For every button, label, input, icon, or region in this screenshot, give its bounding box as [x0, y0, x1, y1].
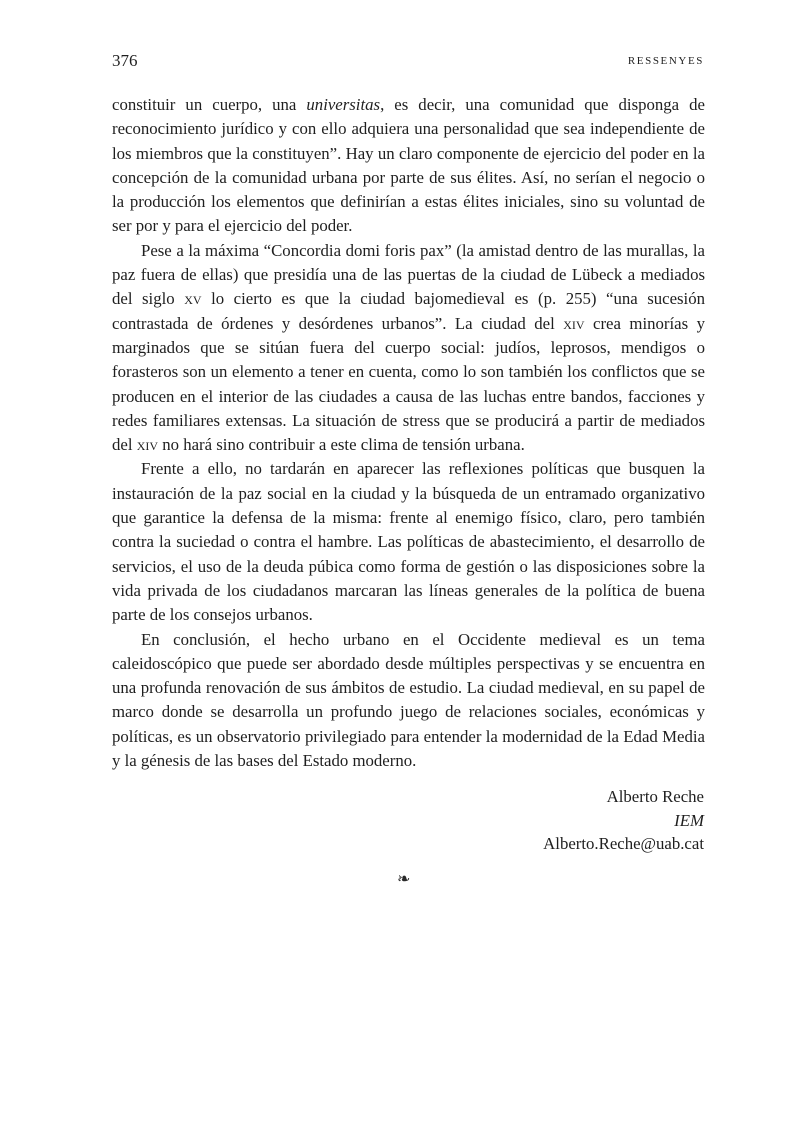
author-email: Alberto.Reche@uab.cat [543, 834, 704, 853]
section-title: RESSENYES [627, 55, 704, 67]
author-name: Alberto Reche [606, 787, 704, 806]
paragraph-1-text-a: constituir un cuerpo, una [112, 95, 307, 114]
paragraph-2-text-d: no hará sino contribuir a este clima de tensión urbana. [158, 435, 525, 455]
paragraph-3: Frente a ello, no tardarán en aparecer las reflexiones políticas que busquen la instauración de la paz social en la ciudad y la búsqueda de un entramado organizativo que garantice la defensa de la misma: frente al enemigo físico, claro, pero también contra la suciedad o contra el hambre. Las políticas de abastecimiento, el desarrollo de servicios, el uso de la deuda púbica como forma de gestión o las disposiciones sobre la vida privada de los ciudadanos marcaran las líneas generales de la política de buena parte de los consejos urbanos. [112, 459, 705, 625]
paragraph-1 [112, 93, 705, 239]
running-header [112, 50, 704, 74]
body-text [112, 93, 705, 773]
paragraph-2-text-b: lo cierto es que la ciudad bajomedieval es (p. 255) “una sucesión contrastada de órdenes y desórdenes urbanos”. La ciudad del [112, 289, 705, 333]
century-small-caps-xiv-2: xiv [136, 435, 159, 455]
paragraph-4: En conclusión, el hecho urbano en el Occidente medieval es un tema caleidoscópico que puede ser abordado desde múltiples perspectivas y se encuentra en una profunda renovación de sus ámbitos de estudio. La ciudad medieval, en su papel de marco donde se desarrolla un profundo juego de relaciones sociales, económicas y políticas, es un observatorio privilegiado para entender la modernidad de la Edad Media y la génesis de las bases del Estado moderno. [112, 629, 705, 771]
century-small-caps-xv: xv [184, 289, 202, 309]
signature-block [543, 785, 704, 856]
century-small-caps-xiv: xiv [563, 313, 585, 333]
fleuron-icon: ❧ [397, 871, 411, 888]
page-number: 376 [112, 51, 138, 70]
paragraph-2-text-c: crea minorías y marginados que se sitúan fuera del cuerpo social: judíos, leprosos, mendigos o forasteros son un elemento a tener en cuenta, como lo son también los conflictos que se producen en el interior de las ciudades a causa de las luchas entre bandos, facciones y redes familiares extensas. La situación de stress que se producirá a partir de mediados del [112, 313, 705, 455]
paragraph-1-emphasis: universitas [306, 95, 381, 114]
paragraph-2 [112, 239, 705, 458]
paragraph-2-text-a: Pese a la máxima “Concordia domi foris pax” (la amistad dentro de las murallas, la paz fuera de ellas) que presidía una de las puertas de la ciudad de Lübeck a mediados del siglo [112, 240, 705, 309]
paragraph-1-text-b: , es decir, una comunidad que disponga de reconocimiento jurídico y con ello adquiera una personalidad que sea independiente de los miembros que la constituyen”. Hay un claro componente de ejercicio del poder en la concepción de la comunidad urbana por parte de sus élites. Así, no serían el negocio o la producción los elementos que definirían a estas élites iniciales, sino su voluntad de ser por y para el ejercicio del poder. [112, 95, 705, 236]
author-institution: IEM [674, 810, 704, 830]
